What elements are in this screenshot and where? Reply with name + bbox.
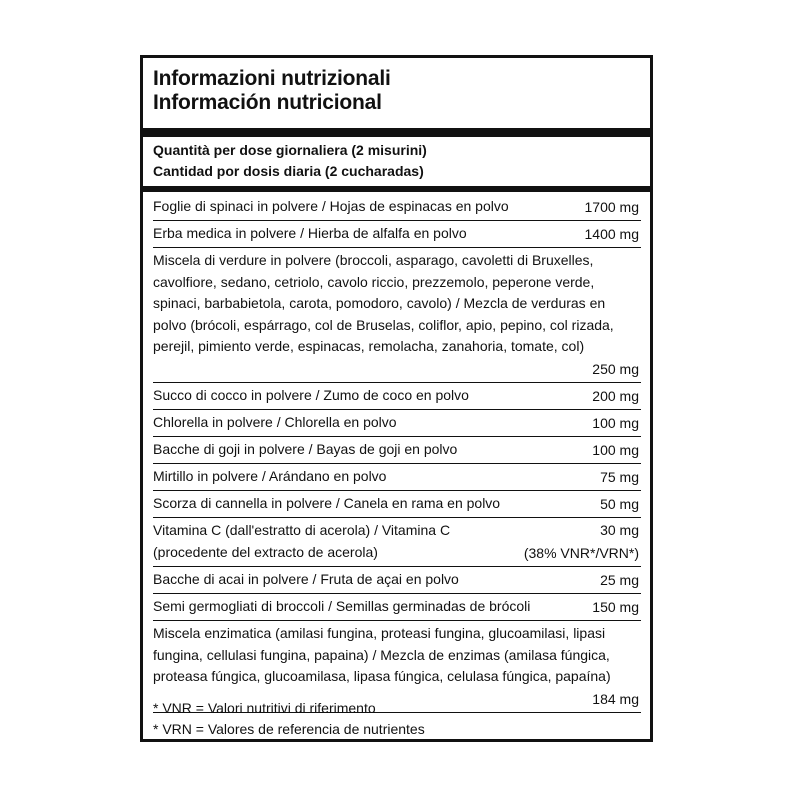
serving-italian: Quantità per dose giornaliera (2 misurini) — [153, 142, 427, 158]
ingredient-name: Scorza di cannella in polvere / Canela en rama en polvo — [153, 495, 501, 511]
ingredient-amount: 184 mg — [592, 690, 639, 707]
ingredient-row — [153, 567, 641, 594]
ingredient-row — [153, 518, 641, 567]
ingredient-name: Miscela di verdure in polvere (broccoli, asparago, cavoletti di Bruxelles, cavolfiore, sedano, cetriolo, cavolo riccio, prezzemolo, peperone verde, spinaci, barbabietola, carota, pomodoro, cavolo) / Mezcla de verduras en polvo (brócoli, espárrago, col de Bruselas, coliflor, apio, pepino, col rizada, perejil, pimiento verde, espinacas, remolacha, zanahoria, tomate, col) — [153, 252, 614, 354]
footnotes — [153, 698, 425, 740]
ingredient-name: Erba medica in polvere / Hierba de alfalfa en polvo — [153, 225, 467, 241]
ingredient-amount: 100 mg — [592, 414, 639, 431]
ingredient-name: Succo di cocco in polvere / Zumo de coco en polvo — [153, 387, 469, 403]
ingredient-row — [153, 594, 641, 621]
ingredient-row — [153, 410, 641, 437]
ingredient-name: Foglie di spinaci in polvere / Hojas de espinacas en polvo — [153, 198, 509, 214]
divider-medium — [143, 186, 650, 192]
footnote-vnr: * VNR = Valori nutritivi di riferimento — [153, 700, 376, 716]
ingredient-amount: 30 mg — [600, 522, 639, 538]
ingredient-name: Chlorella in polvere / Chlorella en polvo — [153, 414, 397, 430]
ingredient-row — [153, 491, 641, 518]
ingredient-list — [153, 194, 641, 713]
ingredient-name: Mirtillo in polvere / Arándano en polvo — [153, 468, 387, 484]
ingredient-amount: 75 mg — [600, 468, 639, 485]
ingredient-amount: 250 mg — [592, 360, 639, 377]
ingredient-name: Vitamina C (dall'estratto di acerola) / Vitamina C (procedente del extracto de acerola) — [153, 522, 451, 560]
nutrition-panel — [140, 55, 653, 742]
ingredient-amount: 1700 mg — [584, 198, 639, 215]
vnr-percentage: (38% VNR*/VRN*) — [523, 544, 639, 561]
ingredient-amount: 100 mg — [592, 441, 639, 458]
panel-title — [153, 67, 391, 115]
ingredient-amount: 150 mg — [592, 598, 639, 615]
ingredient-name: Miscela enzimatica (amilasi fungina, proteasi fungina, glucoamilasi, lipasi fungina, cellulasi fungina, papaina) / Mezcla de enzimas (amilasa fúngica, proteasa fúngica, glucoamilasa, lipasa fúngica, celulasa fúngica, papaína) — [153, 625, 611, 684]
title-italian: Informazioni nutrizionali — [153, 67, 391, 90]
divider-thick — [143, 128, 650, 137]
ingredient-row — [153, 221, 641, 248]
ingredient-row — [153, 194, 641, 221]
ingredient-name: Bacche di goji in polvere / Bayas de goji en polvo — [153, 441, 458, 457]
serving-spanish: Cantidad por dosis diaria (2 cucharadas) — [153, 163, 424, 179]
ingredient-row — [153, 437, 641, 464]
ingredient-row — [153, 383, 641, 410]
ingredient-row — [153, 464, 641, 491]
ingredient-amount: 50 mg — [600, 495, 639, 512]
footnote-vrn: * VRN = Valores de referencia de nutrientes — [153, 721, 425, 737]
title-spanish: Información nutricional — [153, 91, 382, 114]
ingredient-amount: 25 mg — [600, 571, 639, 588]
ingredient-name: Semi germogliati di broccoli / Semillas germinadas de brócoli — [153, 598, 531, 614]
ingredient-row — [153, 248, 641, 383]
ingredient-amount: 200 mg — [592, 387, 639, 404]
serving-info — [153, 140, 427, 182]
ingredient-amount: 1400 mg — [584, 225, 639, 242]
ingredient-name: Bacche di acai in polvere / Fruta de açai en polvo — [153, 571, 459, 587]
